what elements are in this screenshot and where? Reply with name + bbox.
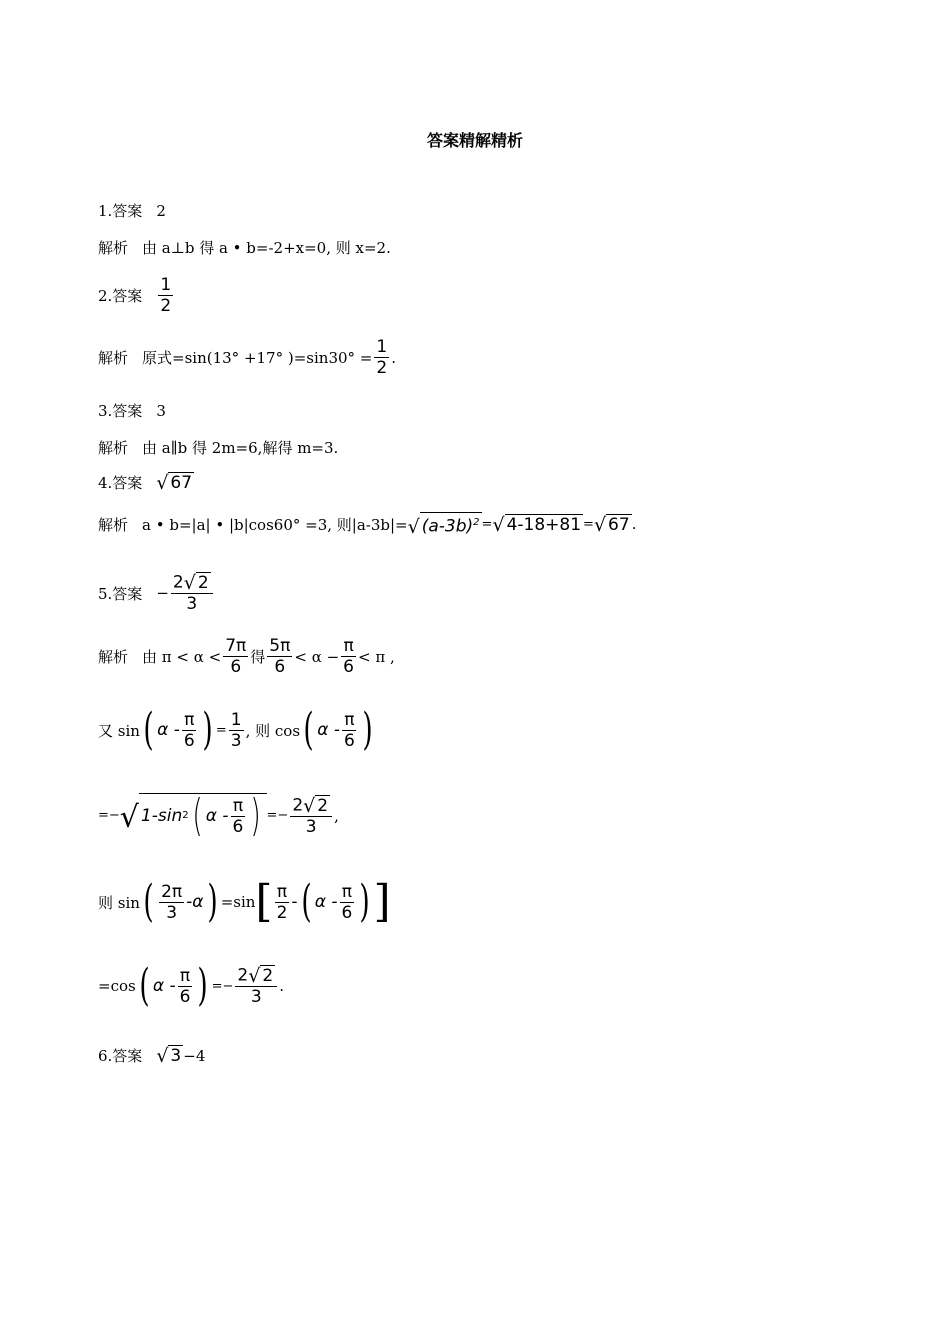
radicand: 3 — [170, 1046, 182, 1066]
solution-5-line-4: 则 sin ( $\frac{2\pi}{3}$ -α ) =sin [ $\frac{\pi}{2}$ - ( α - $\frac{\pi}{6}$ ) ] — [98, 876, 391, 927]
solution-5-line-3: =− √ 1-sin 2 ( α - $\frac{\pi}{6}$ ) =− 2 √ 2 3 , — [98, 790, 339, 841]
answer-label: 5.答案 — [98, 584, 143, 603]
solution-label: 解析 — [98, 515, 129, 534]
page-title: 答案精解精析 — [426, 131, 523, 150]
denominator: 2 — [376, 358, 388, 378]
numerator: 1 — [160, 275, 172, 295]
answer-value: 3 — [156, 401, 166, 420]
solution-label: 解析 — [98, 349, 129, 367]
answer-label: 2.答案 — [98, 287, 143, 305]
answer-label: 6.答案 — [98, 1047, 143, 1065]
solution-fraction — [374, 337, 389, 378]
answer-3 — [98, 400, 166, 421]
solution-3 — [98, 437, 338, 458]
answer-label: 3.答案 — [98, 402, 143, 420]
solution-text: a • b=|a| • |b|cos60° =3, 则|a-3b|= — [142, 515, 408, 534]
answer-suffix: −4 — [183, 1046, 206, 1065]
solution-1 — [98, 237, 391, 258]
answer-4 — [98, 472, 194, 493]
radicand: $(a-3b)^2$ — [420, 512, 482, 537]
solution-5-line-1: 解析 由 π < α < $\frac{7\pi}{6}$ 得 $\frac{5\pi}{6}$ < α − $\frac{\pi}{6}$ < π , — [98, 636, 395, 677]
sqrt-expression: √ 67 — [593, 513, 630, 536]
sqrt-expression: √ 1-sin 2 ( α - $\frac{\pi}{6}$ ) — [120, 793, 267, 838]
sqrt-expression: √ 3 — [156, 1045, 182, 1067]
numerator: 2 √ 2 — [171, 572, 213, 594]
answer-label: 1.答案 — [98, 202, 143, 220]
answer-6 — [98, 1045, 205, 1066]
sqrt-expression: √ 67 — [156, 472, 193, 494]
denominator: 3 — [186, 594, 198, 614]
sqrt-expression: √ $(a-3b)^2$ — [408, 512, 482, 537]
solution-5-line-5: =cos ( α - $\frac{\pi}{6}$ ) =− 2 √ 2 3 . — [98, 960, 284, 1011]
solution-label: 解析 — [98, 439, 129, 457]
solution-text: 原式=sin(13° +17° )=sin30° = — [142, 349, 373, 367]
solution-5-line-2: 又 sin ( α - $\frac{\pi}{6}$ ) = $\frac{1}{3}$ , 则 cos ( α - $\frac{\pi}{6}$ ) — [98, 704, 373, 755]
denominator: 2 — [160, 296, 172, 316]
solution-text: 由 a⊥b 得 a • b=-2+x=0, 则 x=2. — [142, 239, 391, 257]
solution-label: 解析 — [98, 239, 129, 257]
answer-value: 2 — [156, 201, 166, 220]
answer-5: 5.答案 − 2 √ 2 3 — [98, 572, 215, 614]
answer-label: 4.答案 — [98, 474, 143, 492]
answer-fraction — [171, 572, 213, 614]
answer-fraction — [158, 275, 173, 316]
solution-2: 解析 原式=sin(13° +17° )=sin30° = $\frac{1}{2}$ . — [98, 337, 396, 378]
solution-label: 解析 — [98, 648, 129, 666]
solution-4: 解析 a • b=|a| • |b|cos60° =3, 则|a-3b|= √ $(a-3b)^2$ = √ 4-18+81 = √ 67 . — [98, 513, 637, 538]
answer-2 — [98, 275, 175, 316]
sqrt-expression: √ 4-18+81 — [492, 513, 582, 536]
radicand: 4-18+81 — [506, 514, 582, 535]
radicand: 67 — [170, 473, 193, 493]
radicand: 67 — [608, 514, 630, 535]
answer-1 — [98, 200, 166, 221]
numerator: 1 — [376, 337, 388, 357]
solution-text: 由 a∥b 得 2m=6,解得 m=3. — [142, 439, 339, 457]
